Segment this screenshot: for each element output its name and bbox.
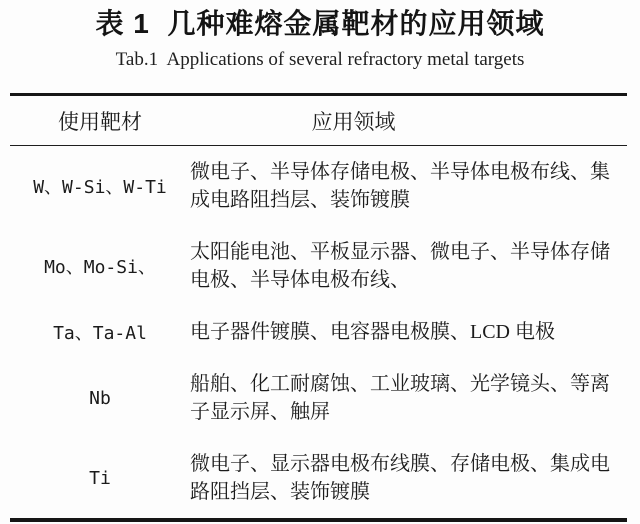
- table-row: [10, 438, 627, 518]
- table-row: [10, 306, 627, 358]
- table-row: [10, 226, 627, 306]
- table-title-chinese: 表 1 几种难熔金属靶材的应用领域: [95, 8, 545, 39]
- target-cell: Ti: [89, 467, 111, 489]
- applications-table: [10, 93, 627, 522]
- target-cell: Ta、Ta-Al: [53, 323, 147, 344]
- application-cell: 微电子、半导体存储电极、半导体电极布线、集成电路阻挡层、装饰镀膜: [190, 161, 610, 211]
- application-cell: 电子器件镀膜、电容器电极膜、LCD 电极: [190, 321, 555, 343]
- target-cell: Nb: [89, 387, 111, 409]
- target-cell: W、W-Si、W-Ti: [33, 177, 167, 198]
- table-body: [10, 146, 627, 518]
- target-cell: Mo、Mo-Si、: [44, 257, 156, 278]
- application-cell: 船舶、化工耐腐蚀、工业玻璃、光学镜头、等离子显示屏、触屏: [190, 373, 610, 423]
- table-row: [10, 146, 627, 226]
- application-cell: 微电子、显示器电极布线膜、存储电极、集成电路阻挡层、装饰镀膜: [190, 453, 610, 503]
- application-cell: 太阳能电池、平板显示器、微电子、半导体存储电极、半导体电极布线、: [190, 241, 610, 291]
- header-application-column: 应用领域: [311, 110, 396, 134]
- table-row: [10, 358, 627, 438]
- header-target-column: 使用靶材: [58, 110, 142, 134]
- table-title-english: Tab.1 Applications of several refractory metal targets: [115, 49, 525, 70]
- table-header-row: [10, 96, 627, 146]
